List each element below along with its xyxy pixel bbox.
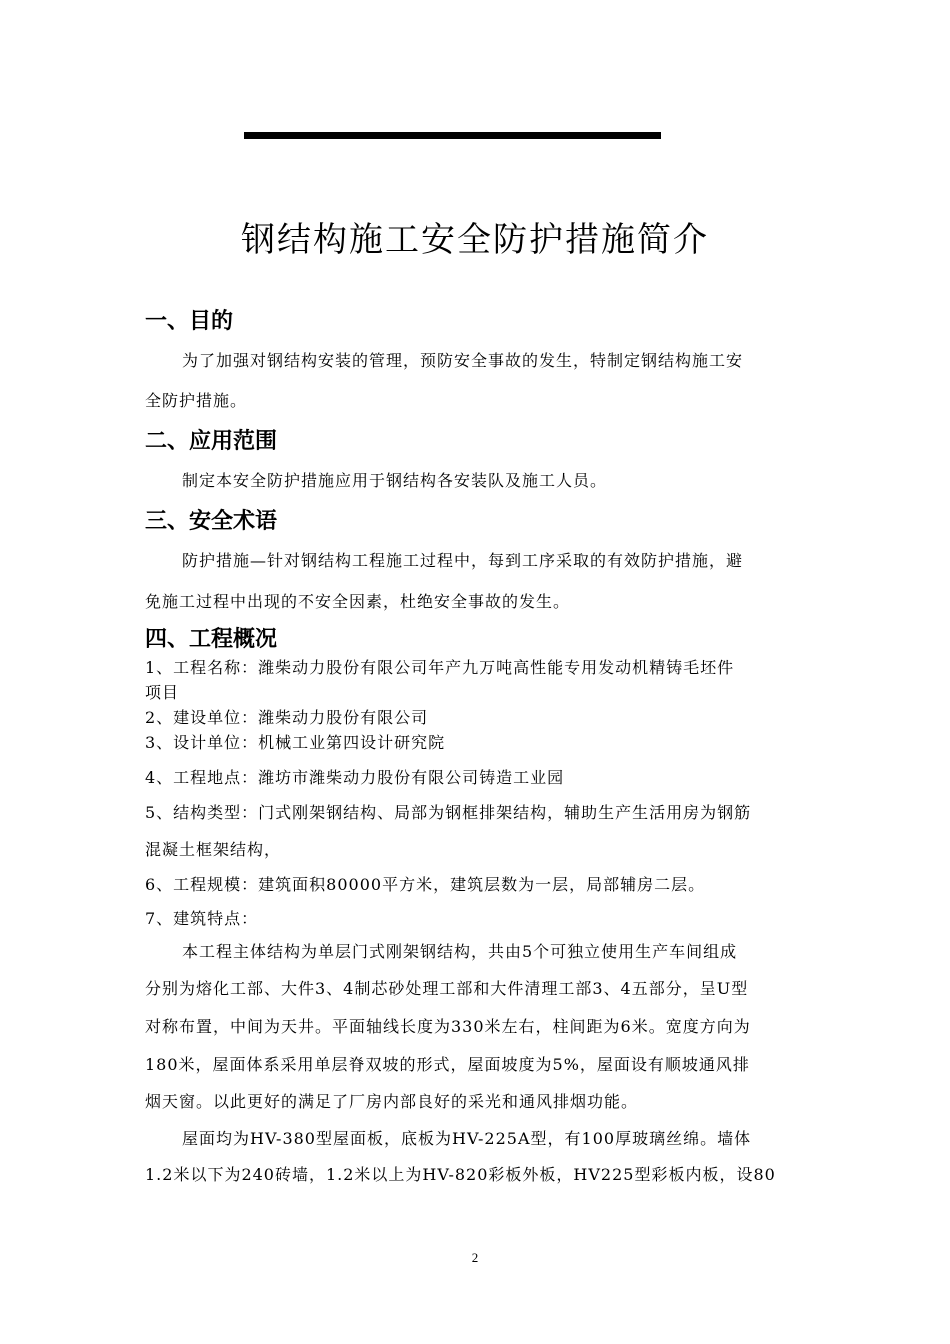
- list-item: 5、结构类型：门式刚架钢结构、局部为钢框排架结构，辅助生产生活用房为钢筋: [145, 803, 752, 822]
- paragraph-line: 烟天窗。以此更好的满足了厂房内部良好的采光和通风排烟功能。: [145, 1092, 639, 1111]
- document-title: 钢结构施工安全防护措施简介: [241, 220, 709, 260]
- list-item: 项目: [145, 683, 180, 702]
- section-heading-terms: 三、安全术语: [145, 509, 278, 534]
- header-rule: [244, 132, 661, 139]
- paragraph-line: 分别为熔化工部、大件3、4制芯砂处理工部和大件清理工部3、4五部分，呈U型: [145, 979, 749, 998]
- paragraph-line: 制定本安全防护措施应用于钢结构各安装队及施工人员。: [182, 471, 608, 490]
- section-heading-overview: 四、工程概况: [145, 627, 278, 652]
- section-heading-purpose: 一、目的: [145, 309, 234, 334]
- paragraph-line: 为了加强对钢结构安装的管理，预防安全事故的发生，特制定钢结构施工安: [182, 351, 744, 370]
- paragraph-line: 全防护措施。: [145, 391, 248, 410]
- paragraph-line: 防护措施—针对钢结构工程施工过程中，每到工序采取的有效防护措施，避: [182, 551, 744, 570]
- paragraph-line: 180米，屋面体系采用单层脊双坡的形式，屋面坡度为5%，屋面设有顺坡通风排: [145, 1055, 750, 1074]
- paragraph-line: 免施工过程中出现的不安全因素，杜绝安全事故的发生。: [145, 592, 571, 611]
- page-number: 2: [471, 1250, 479, 1265]
- list-item: 2、建设单位：潍柴动力股份有限公司: [145, 708, 429, 727]
- paragraph-line: 本工程主体结构为单层门式刚架钢结构，共由5个可独立使用生产车间组成: [182, 942, 738, 961]
- list-item: 7、建筑特点：: [145, 909, 259, 928]
- paragraph-line: 屋面均为HV-380型屋面板，底板为HV-225A型，有100厚玻璃丝绵。墙体: [182, 1129, 752, 1148]
- section-heading-scope: 二、应用范围: [145, 429, 278, 454]
- list-item: 4、工程地点：潍坊市潍柴动力股份有限公司铸造工业园: [145, 768, 565, 787]
- paragraph-line: 对称布置，中间为天井。平面轴线长度为330米左右，柱间距为6米。宽度方向为: [145, 1017, 751, 1036]
- list-item: 混凝土框架结构，: [145, 840, 282, 859]
- paragraph-line: 1.2米以下为240砖墙，1.2米以上为HV-820彩板外板，HV225型彩板内板，设80: [145, 1165, 776, 1184]
- list-item: 6、工程规模：建筑面积80000平方米，建筑层数为一层，局部辅房二层。: [145, 875, 706, 894]
- list-item: 3、设计单位：机械工业第四设计研究院: [145, 733, 446, 752]
- list-item: 1、工程名称：潍柴动力股份有限公司年产九万吨高性能专用发动机精铸毛坯件: [145, 658, 735, 677]
